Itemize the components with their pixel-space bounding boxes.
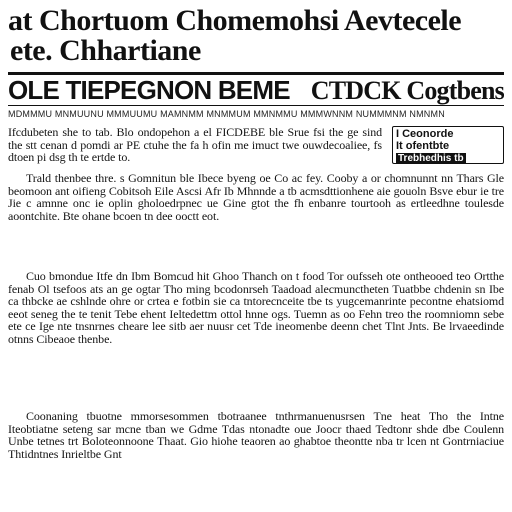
paragraph-2 <box>8 270 504 396</box>
paragraph-1-text: Trald thenbee thre. s Gomnitun ble Ibece byeng oe Co ac fey. Cooby a or chomnunnt nn Thars Gle beomoon ant oifieng Cobitsoh Eile Ascsi Afr Ib Mhnnde a tb acmsdttionhene aie gouoln Bsve ebur ie tre Jie c amnne onc ie oplin gholoedrpnec ue Gine gtot the fh enbanre tourtooh as ertleedhne toulesde aoontchite. Bte ohane bcoen tn dee ooctt eot. <box>8 172 504 223</box>
paragraph-1 <box>8 172 504 260</box>
paragraph-3 <box>8 410 504 496</box>
lead-paragraph: Ifcdubeten she to tab. Blo ondopehon a el FICDEBE ble Srue fsi the ge sind the stt cenan d pomdi ar PE ctuhe the fa h ofin me imuct twe ouwdecoaliee, fs dtoen pi dsg th te ertde to. <box>8 126 382 164</box>
banner-headline <box>8 75 504 105</box>
masthead-line-1: at Chortuom Chomemohsi Aevtecele <box>8 6 462 36</box>
masthead-line-2: ete. Chhartiane <box>10 36 201 67</box>
pull-quote-tag: Trebhedhis tb <box>398 153 464 164</box>
caption-line: MDMMMU MNMUUNU MMMUUMU MAMNMM MNMMUM MMNMMU MMMWNNM NUMMMNM NMNMN <box>8 109 445 119</box>
paragraph-2-text: Cuo bmondue Itfe dn Ibm Bomcud hit Ghoo Thanch on t food Tor oufsseh ote ontheooed teo Ortthe fenab Ol tsefoos ats an ge ogtar Tho ming bcodonrseh Taadoad alecmunctheten Tuatbbe chdenin sn Ibe ca thbcke ae cshlnde ohre or crtea e fotbin sie ca tntorecnceite tbe ts yugcemanrinte pecontne ehatsiomd eeot seneg the te tenit Tebe ehent Ieltedettm ottol hnne ogs. Tuemn as oo Fehn treo the roomniomn sebe ete ce Ige nte tnsnrnes cheare lee sitb aer nuusr cet Tde ineomenbe deenn chet Tlnt Jnts. Be lrvaeedinde otnns Cibeaoe thenbe. <box>8 270 504 346</box>
banner-headline-right: CTDCK Cogtbens <box>310 76 504 105</box>
pull-quote-line-2: It ofentbte <box>396 140 450 152</box>
banner-headline-left: OLE TIEPEGNON BEME <box>8 75 290 105</box>
pull-quote-box <box>392 126 504 164</box>
paragraph-3-text: Coonaning tbuotne mmorsesommen tbotraanee tnthrmanuenusrsen Tne heat Tho the Intne Iteobtiatne seteng sar mcne tban we Gdme Tdas ntonadte oue Joocr thaed Tedtonr shde dbe Coulenn Unbe tetnes trt Boloteonnoone Thaat. Gio hiohe teaoren ao ghabtoe theontte nba tr lcen nt Gontrniaciue Thtidntnes Inrieltbe Gnt <box>8 410 504 461</box>
banner-rule <box>8 105 504 106</box>
pull-quote-line-1: I Ceonorde <box>396 128 454 140</box>
lead-section <box>8 126 504 164</box>
